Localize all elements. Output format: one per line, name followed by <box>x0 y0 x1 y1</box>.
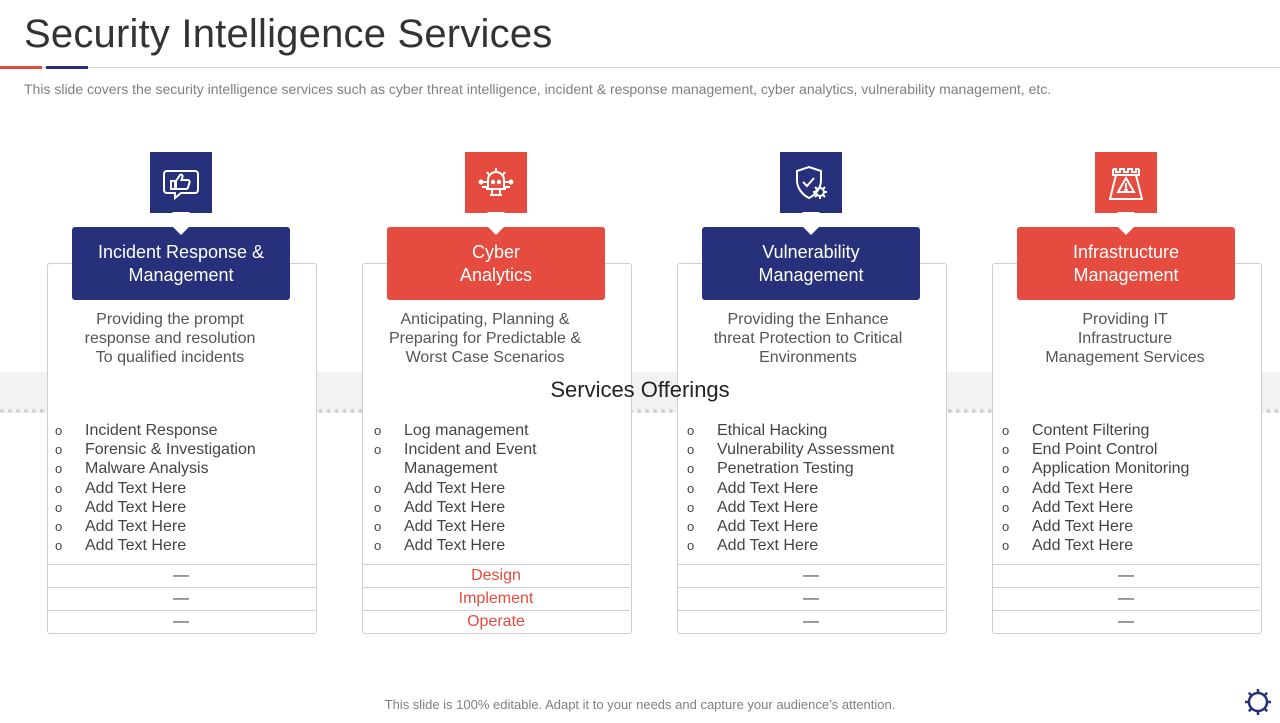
service-description: Providing the Enhance threat Protection to Critical Environments <box>713 311 903 366</box>
list-item: o Add Text Here <box>55 498 187 516</box>
table-row: — <box>677 564 945 587</box>
list-item: o Add Text Here <box>374 537 506 555</box>
table-row: — <box>677 587 945 610</box>
list-item: o Add Text Here <box>687 498 819 516</box>
warning-road-icon <box>1095 152 1157 213</box>
list-item: o Add Text Here <box>55 518 187 536</box>
list-item: o Add Text Here <box>374 479 506 497</box>
list-item: o Penetration Testing <box>687 460 854 478</box>
table-row: — <box>47 564 315 587</box>
footer-note: This slide is 100% editable. Adapt it to your needs and capture your audience’s attention. <box>384 697 896 712</box>
title-accent-blue <box>46 66 88 69</box>
offering-list <box>55 421 285 555</box>
list-item: o Add Text Here <box>687 537 819 555</box>
list-item: o Add Text Here <box>1002 479 1134 497</box>
shield-gear-icon <box>780 152 842 213</box>
list-item: o Log management <box>374 422 529 439</box>
table-row: — <box>992 610 1260 633</box>
list-item: o Add Text Here <box>1002 537 1134 555</box>
list-item: o Add Text Here <box>687 518 819 536</box>
list-item: o Incident and Event Management <box>374 441 537 478</box>
list-item: o Content Filtering <box>1002 422 1150 439</box>
service-heading: Cyber Analytics <box>387 227 605 300</box>
offering-list <box>687 421 917 555</box>
title-divider <box>0 67 1280 68</box>
table-row: — <box>677 610 945 633</box>
gear-icon <box>1242 686 1274 718</box>
detail-rows <box>992 564 1260 633</box>
service-description: Anticipating, Planning & Preparing for Predictable & Worst Case Scenarios <box>388 311 582 366</box>
list-item: o Forensic & Investigation <box>55 441 256 459</box>
offering-list <box>1002 421 1232 555</box>
service-heading: Vulnerability Management <box>702 227 920 300</box>
list-item: o Incident Response <box>55 422 218 439</box>
list-item: o Add Text Here <box>374 498 506 516</box>
list-item: o Add Text Here <box>1002 498 1134 516</box>
list-item: o End Point Control <box>1002 441 1158 459</box>
table-row: — <box>47 587 315 610</box>
table-row: — <box>992 587 1260 610</box>
table-row: — <box>992 564 1260 587</box>
list-item: o Add Text Here <box>1002 518 1134 536</box>
list-item: o Add Text Here <box>374 518 506 536</box>
detail-rows <box>677 564 945 633</box>
detail-rows <box>362 564 630 633</box>
list-item: o Add Text Here <box>55 537 187 555</box>
table-row: Implement <box>362 587 630 610</box>
bug-icon <box>465 152 527 213</box>
services-offerings-label: Services Offerings <box>550 377 730 402</box>
title-accent-red <box>0 66 42 69</box>
service-heading: Infrastructure Management <box>1017 227 1235 300</box>
page-title: Security Intelligence Services <box>24 12 553 56</box>
list-item: o Ethical Hacking <box>687 422 828 439</box>
thumbs-up-icon <box>150 152 212 213</box>
list-item: o Malware Analysis <box>55 460 209 478</box>
list-item: o Add Text Here <box>55 479 187 497</box>
slide-subtitle: This slide covers the security intelligence services such as cyber threat intelligence, incident & response management, cyber analytics, vulnerability management, etc. <box>24 81 1052 97</box>
table-row: — <box>47 610 315 633</box>
service-description: Providing IT Infrastructure Management Services <box>1045 311 1205 366</box>
table-row: Operate <box>362 610 630 633</box>
list-item: o Application Monitoring <box>1002 460 1190 478</box>
table-row: Design <box>362 564 630 587</box>
service-heading: Incident Response & Management <box>72 227 290 300</box>
list-item: o Vulnerability Assessment <box>687 441 895 459</box>
offering-list <box>374 421 604 555</box>
service-description: Providing the prompt response and resolution To qualified incidents <box>84 311 256 366</box>
list-item: o Add Text Here <box>687 479 819 497</box>
detail-rows <box>47 564 315 633</box>
